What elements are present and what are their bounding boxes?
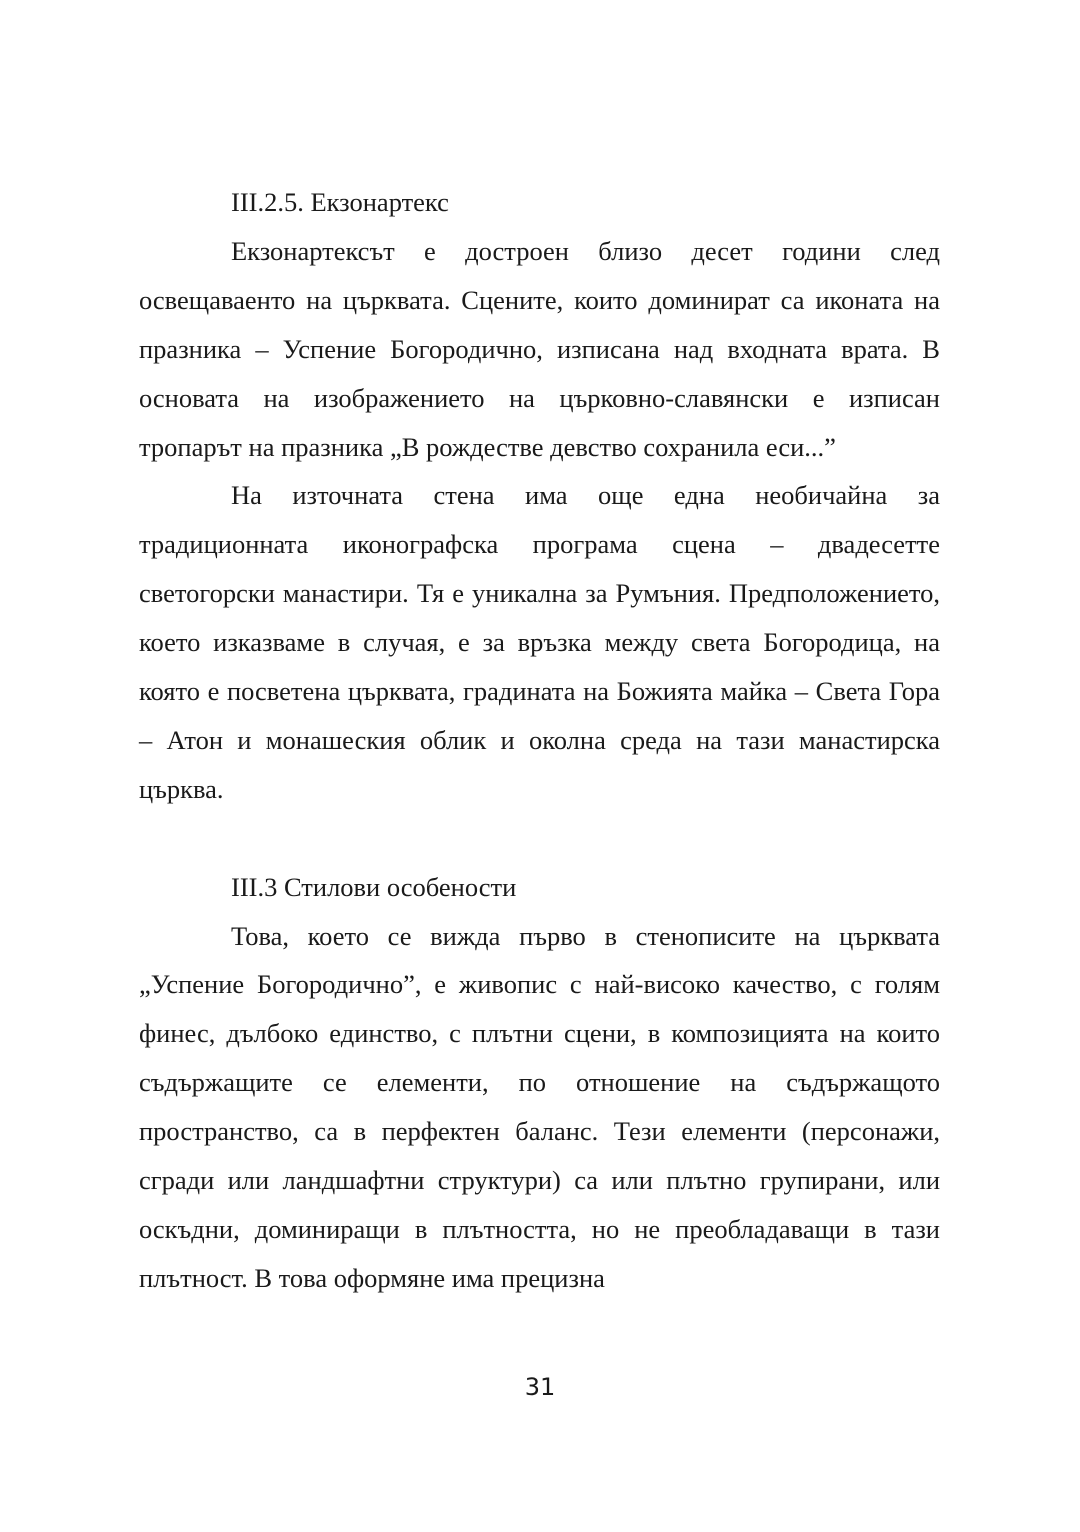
page-number: 31 xyxy=(524,1373,556,1401)
paragraph-exonarthex-east-wall: На източната стена има още една необичайна за традиционната иконографска програма сцена – двадесетте светогорски манастири. Тя е уникална за Румъния. Предположението, което изказваме в случая, е за връзка между света Богородица, на която е посветена църквата, градината на Божията майка – Света Гора – Атон и монашеския облик и околна среда на тази манастирска църква. xyxy=(139,480,940,804)
section-heading-style: III.3 Стилови особености xyxy=(231,871,517,902)
paragraph-exonarthex-intro: Екзонартексът е достроен близо десет години след освещаваенто на църквата. Сцените, които доминират са иконата на празника – Успение Богородично, изписана над входната врата. В основата на изображението на църковно-славянски е изписан тропарът на празника „В рождестве девство сохранила еси...” xyxy=(139,235,940,462)
paragraph-style-features: Това, което се вижда първо в стенописите на църквата „Успение Богородично”, е живопис с най-високо качество, с голям финес, дълбоко единство, с плътни сцени, в композицията на които съдържащите се елементи, по отношение на съдържащото пространство, са в перфектен баланс. Тези елементи (персонажи, сгради или ландшафтни структури) са или плътно групирани, или оскъдни, доминиращи в плътността, но не преобладаващи в тази плътност. В това оформяне има прецизна xyxy=(139,920,940,1293)
page-body xyxy=(139,178,940,1303)
section-heading-exonarthex: III.2.5. Екзонартекс xyxy=(231,187,449,217)
section-spacer xyxy=(139,814,940,863)
